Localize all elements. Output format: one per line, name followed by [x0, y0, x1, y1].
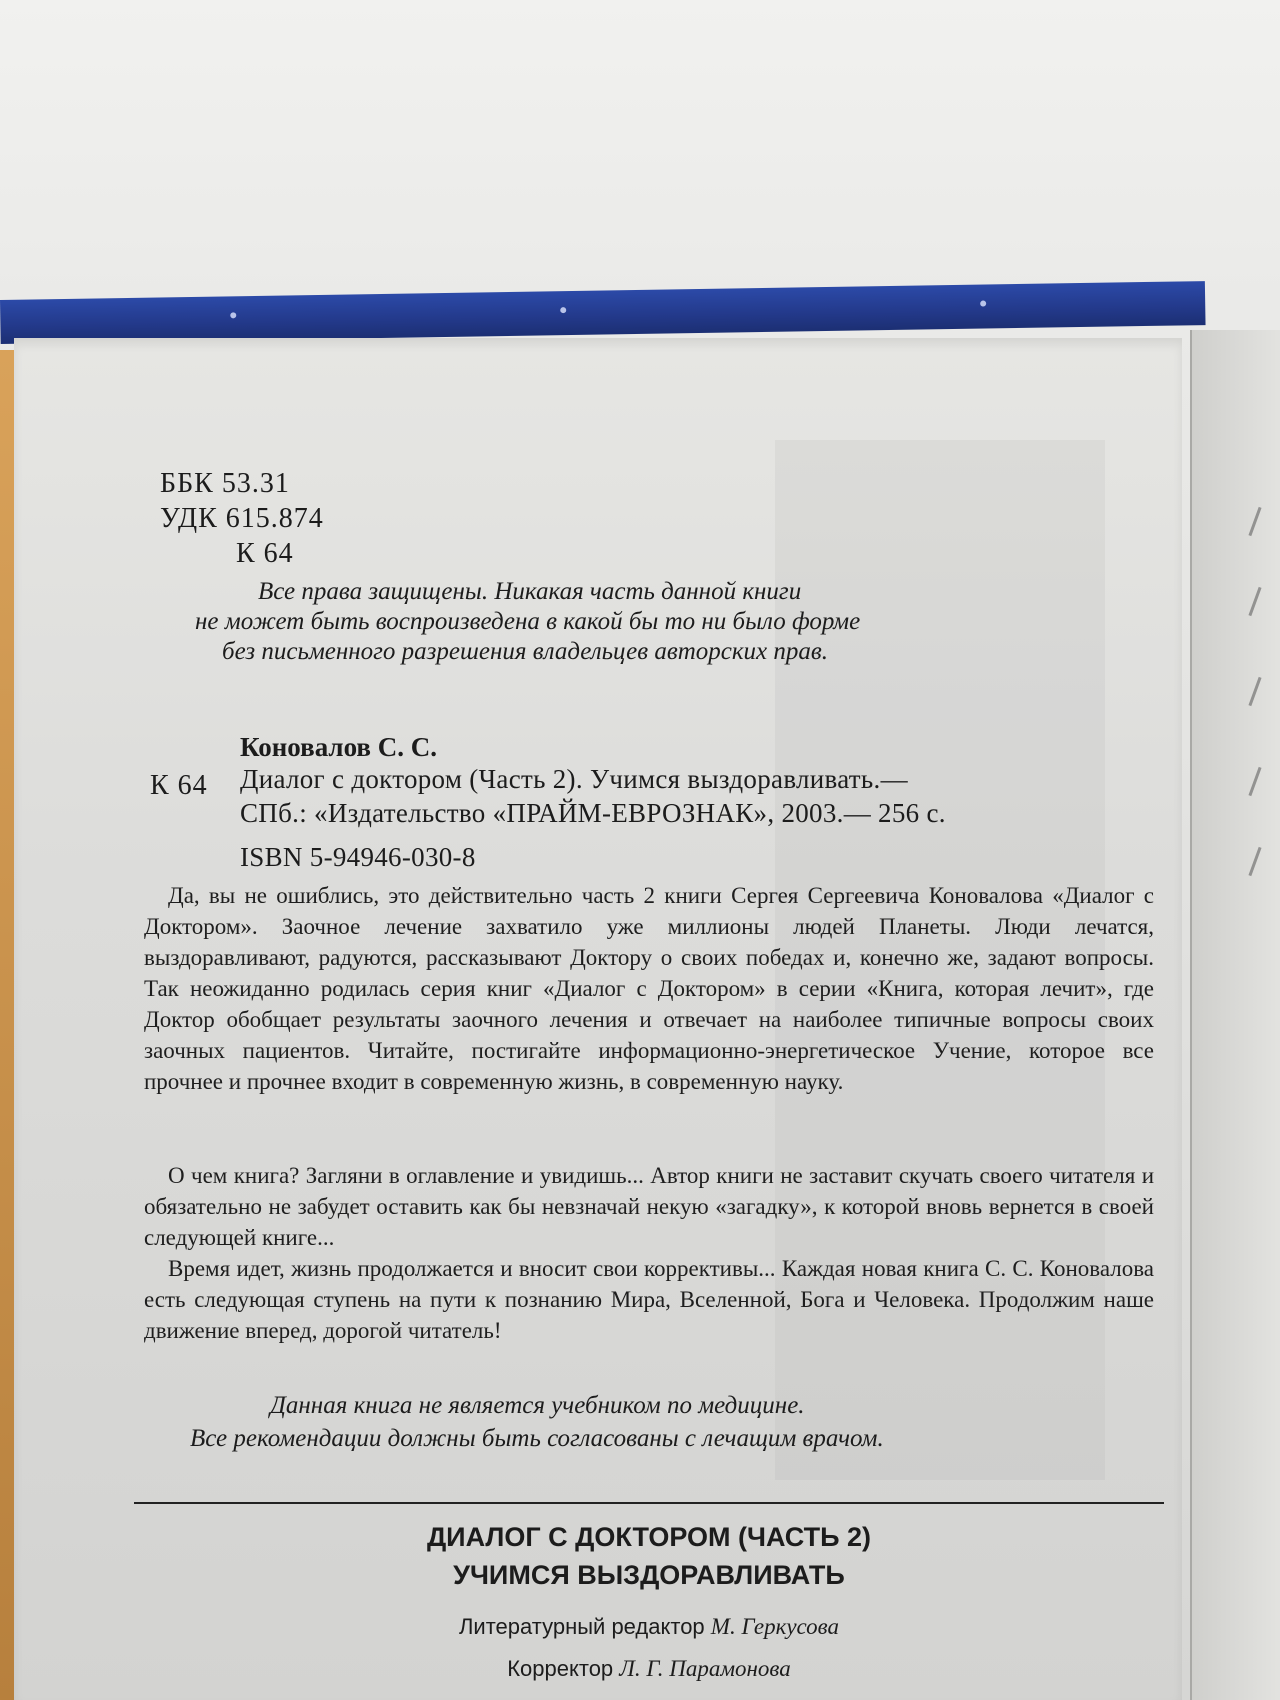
separator-rule [134, 1502, 1164, 1504]
star-decoration-icon [560, 307, 566, 313]
author-mark-code: К 64 [236, 538, 294, 569]
rights-notice-line-2: не может быть воспроизведена в какой бы то ни было форме [195, 608, 861, 635]
rights-notice-line-1: Все права защищены. Никакая часть данной книги [258, 578, 802, 605]
bib-isbn: ISBN 5-94946-030-8 [240, 842, 476, 872]
udk-code: УДК 615.874 [160, 503, 324, 534]
colophon-subtitle: УЧИМСЯ ВЫЗДОРАВЛИВАТЬ [453, 1560, 845, 1590]
corrector-name: Л. Г. Парамонова [619, 1656, 791, 1681]
corrector-role: Корректор [507, 1656, 614, 1681]
bib-code: К 64 [150, 770, 208, 801]
bib-title: Диалог с доктором (Часть 2). Учимся выздоравливать.— [240, 764, 908, 794]
star-decoration-icon [230, 312, 236, 318]
annotation-paragraph-1: Да, вы не ошиблись, это действительно часть 2 книги Сергея Сергеевича Коновалова «Диалог с Доктором». Заочное лечение захватило уже миллионы людей Планеты. Люди лечатся, выздоравливают, радуются, рассказывают Доктору о своих победах и, конечно же, задают вопросы. Так неожиданно родилась серия книг «Диалог с Доктором» в серии «Книга, которая лечит», где Доктор обобщает результаты заочного лечения и отвечает на наиболее типичные вопросы своих заочных пациентов. Читайте, постигайте информационно-энергетическое Учение, которое все прочнее и прочнее входит в современную жизнь, в современную науку. [144, 883, 1154, 1094]
bbk-code: ББК 53.31 [160, 468, 290, 499]
medical-notice-line-1: Данная книга не является учебником по медицине. [270, 1392, 805, 1419]
star-decoration-icon [980, 301, 986, 307]
book-spine-edge [0, 350, 14, 1700]
bib-publisher: СПб.: «Издательство «ПРАЙМ-ЕВРОЗНАК», 2003.— 256 с. [240, 798, 946, 828]
bib-author: Коновалов С. С. [240, 732, 437, 762]
rights-notice-line-3: без письменного разрешения владельцев авторских прав. [222, 638, 828, 665]
colophon-title: ДИАЛОГ С ДОКТОРОМ (ЧАСТЬ 2) [426, 1522, 872, 1552]
editor-role: Литературный редактор [458, 1614, 705, 1639]
annotation-paragraph-3: Время идет, жизнь продолжается и вносит свои коррективы... Каждая новая книга С. С. Коновалова есть следующая ступень на пути к познанию Мира, Вселенной, Бога и Человека. Продолжим наше движение вперед, дорогой читатель! [144, 1256, 1154, 1343]
annotation-paragraph-2: О чем книга? Загляни в оглавление и увидишь... Автор книги не заставит скучать своего читателя и обязательно не забудет оставить как бы невзначай некую «загадку», к которой вновь вернется в своей следующей книге... [144, 1163, 1154, 1250]
editor-credit [134, 1614, 1164, 1640]
facing-page [1190, 330, 1280, 1700]
medical-notice-line-2: Все рекомендации должны быть согласованы с лечащим врачом. [190, 1425, 884, 1452]
editor-name: М. Геркусова [710, 1614, 839, 1639]
corrector-credit [134, 1656, 1164, 1682]
